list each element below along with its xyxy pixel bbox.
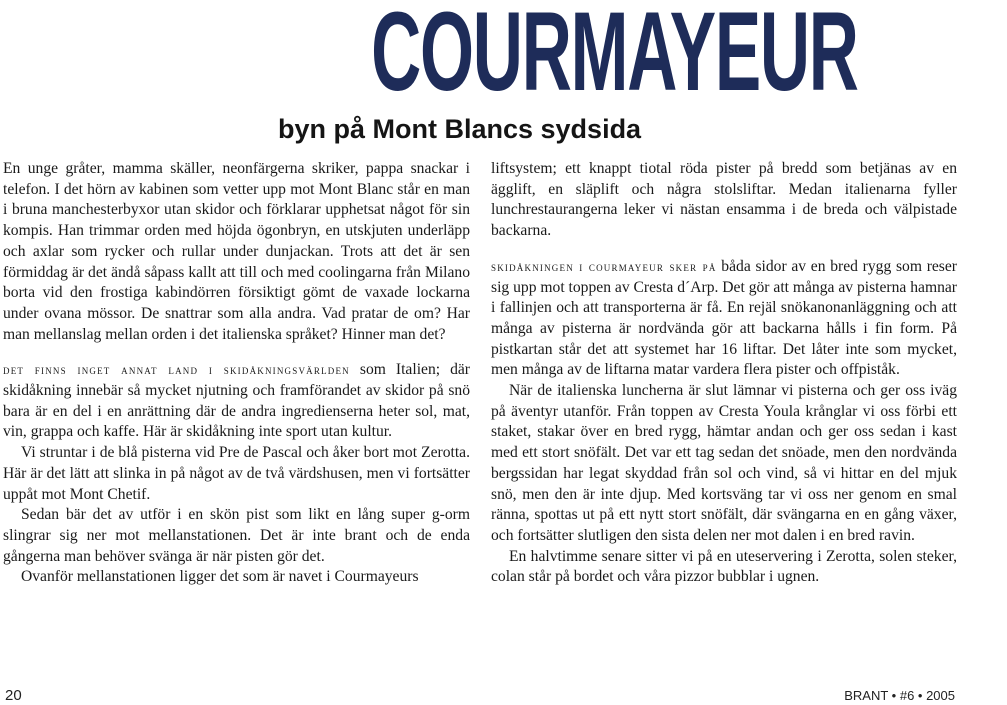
page-number: 20 [5,687,22,704]
paragraph: En unge gråter, mamma skäller, neonfärgerna skriker, pappa snackar i telefon. I det hörn av kabinen som vetter upp mot Mont Blanc står en man i bruna manchesterbyxor utan skidor och förklarar upphetsat något för sin kompis. Han trimmar orden med höjda ögonbryn, en utskjuten underläpp och axlar som rycker och rullar under dunjackan. Trots att det är sen förmiddag är det ändå såpass kallt att till och med coolingarna från Milano borta vid den frostiga kabindörren försiktigt gömt de vaxade lockarna under ovana mössor. De snattrar som alla andra. Vad pratar de om? Har man mellanslag mellan orden i det italienska språket? Hinner man det? [3,160,470,343]
right-column [491,159,957,588]
masthead-title [222,0,858,114]
paragraph [3,360,470,443]
article-subtitle: byn på Mont Blancs sydsida [278,114,642,144]
paragraph: När de italienska luncherna är slut lämnar vi pisterna och ger oss iväg på äventyr utanför. Från toppen av Cresta Youla krånglar vi oss förbi ett staket, stakar över en bred rygg, hämtar andan och ger oss sedan i kast med ett stort snöfält. Det var ett tag sedan det snöade, men den nordvända bergssidan har legat skyddad från sol och vind, så vi hittar en del mjuk snö, men den är inte djup. Med kortsväng tar vi oss ner genom en smal ränna, spottas ut på ett nytt stort snöfält, där svängarna en en gång växer, och fortsätter slutligen den sista delen ner mot dalen i en bred ravin. [491,382,957,544]
paragraph: Ovanför mellanstationen ligger det som är navet i Courmayeurs [21,568,419,586]
paragraph-text: som Italien; där skidåkning innebär så mycket njutning och framförandet av skidor på snö bara är en del i en anrättning där de andra ingredienserna heter sol, mat, vin, grappa och kaffe. Här är skidåkning inte sport utan kultur. [3,361,471,441]
paragraph: En halvtimme senare sitter vi på en uteservering i Zerotta, solen steker, colan står på bordet och våra pizzor bubblar i ugnen. [491,547,957,586]
small-caps-lead: skidåkningen i courmayeur sker på [491,258,717,274]
paragraph: Vi struntar i de blå pisterna vid Pre de Pascal och åker bort mot Zerotta. Här är det lätt att slinka in på något av de två värdshusen, men vi fortsätter uppåt mot Mont Chetif. [3,444,470,503]
paragraph-text: båda sidor av en bred rygg som reser sig upp mot toppen av Cresta d´Arp. Det gör att många av pisterna hamnar i fallinjen och att transporterna är få. En rejäl snökanonanläggning och att många av pisterna är nordvända gör att backarna hålls i fin form. På pistkartan står det att systemet har 16 liftar. Det låter inte som mycket, men många av de liftarna matar vardera flera pister och offpiståk. [491,257,957,379]
publication-info: BRANT • #6 • 2005 [844,688,955,703]
paragraph [491,257,957,381]
small-caps-lead: det finns inget annat land i skidåkningsvärlden [3,362,350,378]
masthead-title-text: COURMAYEUR [371,0,858,114]
paragraph: liftsystem; ett knappt tiotal röda pister på bredd som betjänas av en ägglift, en släplift och några stolsliftar. Medan italienarna fyller lunchrestaurangerna leker vi nästan ensamma i de breda och välpistade backarna. [491,160,957,240]
left-column [3,159,470,588]
paragraph: Sedan bär det av utför i en skön pist som likt en lång super g-orm slingrar sig ner mot mellanstationen. Det är inte brant och de enda gångerna man behöver svänga är när pisten gör det. [3,506,470,565]
